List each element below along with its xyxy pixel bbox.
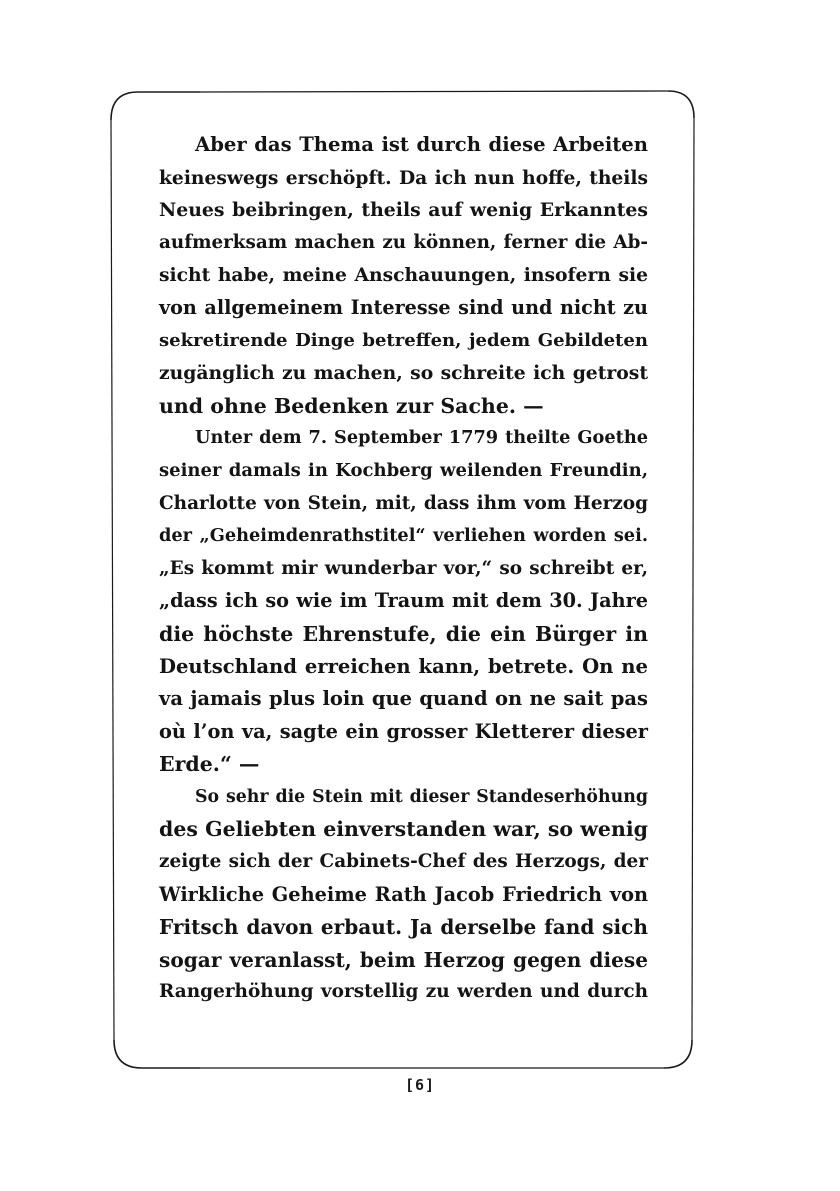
text-line: Unter dem 7. September 1779 theilte Goethe: [195, 427, 648, 449]
border-bottom-right-corner: [664, 1040, 692, 1068]
text-line: va jamais plus loin que quand on ne sait pas: [159, 687, 648, 711]
body-text: [159, 129, 648, 1009]
text-line: keineswegs erschöpft. Da ich nun hoffe, theils: [159, 166, 648, 189]
text-line: der „Geheimdenrathstitel“ verliehen worden sei.: [159, 525, 648, 547]
text-line: seiner damals in Kochberg weilenden Freundin,: [159, 459, 648, 481]
border-left-line: [111, 120, 114, 1040]
text-line: zugänglich zu machen, so schreite ich getrost: [159, 362, 648, 385]
border-top-left-corner: [111, 92, 200, 120]
text-line: Charlotte von Stein, mit, dass ihm vom Herzog: [159, 492, 648, 514]
text-line: von allgemeinem Interesse sind und nicht zu: [159, 295, 648, 319]
text-line: Deutschland erreichen kann, betrete. On ne: [159, 654, 648, 678]
text-line: die höchste Ehrenstufe, die ein Bürger in: [159, 621, 648, 646]
border-right-line: [692, 118, 694, 1040]
text-line: Neues beibringen, theils auf wenig Erkanntes: [159, 199, 648, 222]
text-line: aufmerksam machen zu können, ferner die Ab-: [159, 231, 648, 253]
border-top-line: [200, 91, 668, 92]
text-line: sogar veranlasst, beim Herzog gegen diese: [159, 947, 648, 972]
border-bottom-left-corner: [114, 1040, 200, 1068]
text-line: Fritsch davon erbaut. Ja derselbe fand sich: [159, 915, 648, 940]
text-line: Aber das Thema ist durch diese Arbeiten: [195, 133, 648, 156]
text-line: „Es kommt mir wunderbar vor,“ so schreibt er,: [159, 557, 648, 579]
text-line: „dass ich so wie im Traum mit dem 30. Jahre: [159, 589, 648, 613]
text-line: où l’on va, sagte ein grosser Kletterer dieser: [159, 719, 648, 743]
text-line: sekretirende Dinge betreffen, jedem Gebildeten: [159, 329, 648, 351]
text-line: Erde.“ —: [159, 752, 260, 777]
text-line: Rangerhöhung vorstellig zu werden und durch: [159, 981, 648, 1003]
text-line: zeigte sich der Cabinets-Chef des Herzogs, der: [159, 851, 648, 873]
text-line: So sehr die Stein mit dieser Standeserhöhung: [195, 786, 648, 807]
text-line: des Geliebten einverstanden war, so wenig: [159, 817, 648, 842]
text-line: sicht habe, meine Anschauungen, insofern sie: [159, 264, 648, 287]
text-line: Wirkliche Geheime Rath Jacob Friedrich von: [159, 882, 648, 906]
page-number: [6]: [404, 1076, 436, 1094]
border-top-right-corner: [668, 91, 694, 118]
text-line: und ohne Bedenken zur Sache. —: [159, 393, 544, 418]
